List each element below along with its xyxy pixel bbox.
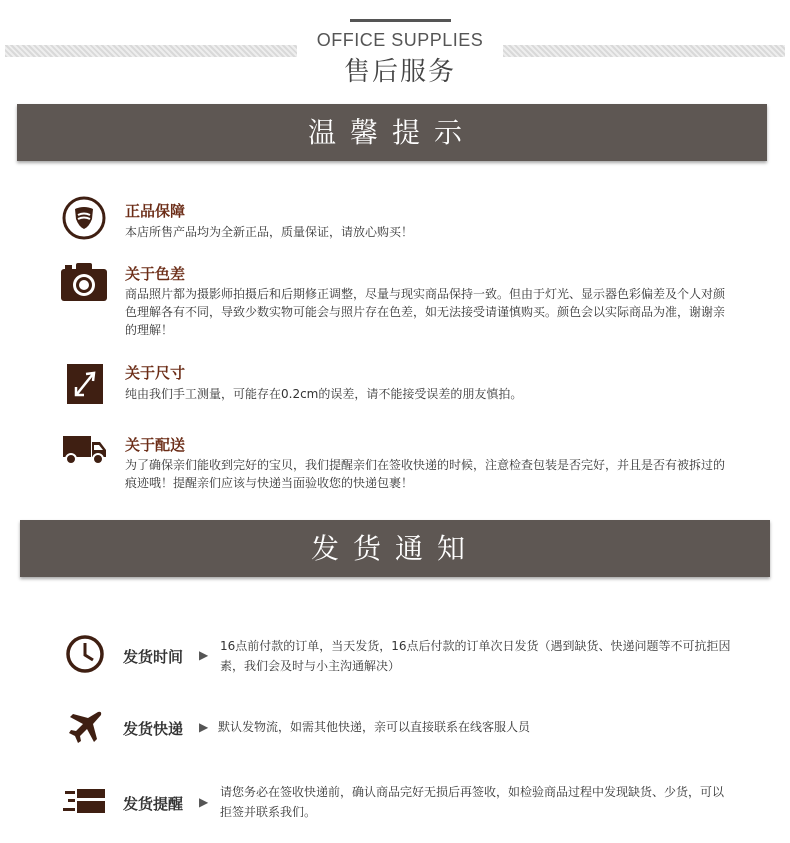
header-pattern-left	[5, 45, 297, 57]
shipping-arrow: ▶	[199, 795, 209, 809]
tip-title: 正品保障	[125, 202, 186, 220]
shipping-arrow: ▶	[199, 648, 209, 662]
resize-icon	[67, 364, 103, 404]
fast-box-icon	[63, 787, 107, 815]
header-pattern-right	[503, 45, 785, 57]
clock-icon	[65, 634, 105, 674]
shipping-banner	[20, 520, 770, 577]
tip-item	[0, 263, 790, 343]
tips-banner	[17, 104, 767, 161]
shipping-item	[0, 782, 790, 828]
tip-title: 关于尺寸	[125, 364, 186, 382]
tip-text: 纯由我们手工测量，可能存在0.2cm的误差，请不能接受误差的朋友慎拍。	[125, 387, 523, 401]
shipping-item	[0, 634, 790, 680]
header-title-en: OFFICE SUPPLIES	[316, 30, 484, 50]
shipping-text: 默认发物流，如需其他快递，亲可以直接联系在线客服人员	[218, 720, 531, 734]
tip-text: 本店所售产品均为全新正品，质量保证，请放心购买！	[125, 225, 414, 239]
shipping-item	[0, 710, 790, 750]
shield-icon	[61, 195, 107, 241]
tip-item	[0, 195, 790, 245]
tip-item	[0, 362, 790, 412]
truck-icon	[63, 434, 107, 466]
airplane-icon	[67, 710, 103, 744]
shipping-label: 发货时间	[123, 648, 184, 666]
tip-item	[0, 434, 790, 494]
tip-title: 关于配送	[125, 436, 186, 454]
tips-banner-title: 温馨提示	[307, 116, 476, 149]
shipping-label: 发货快递	[123, 720, 184, 738]
shipping-text: 16点前付款的订单，当天发货，16点后付款的订单次日发货（遇到缺货、快递问题等不可抗拒因素，我们会及时与小主沟通解决）	[220, 639, 731, 673]
header-top-line	[350, 19, 451, 22]
shipping-label: 发货提醒	[123, 795, 184, 813]
tip-title: 关于色差	[125, 265, 186, 283]
header-title-cn: 售后服务	[343, 57, 456, 87]
shipping-arrow: ▶	[199, 720, 209, 734]
camera-icon	[61, 263, 107, 301]
shipping-banner-title: 发货通知	[310, 532, 479, 565]
tip-text: 商品照片都为摄影师拍摄后和后期修正调整，尽量与现实商品保持一致。但由于灯光、显示器色彩偏差及个人对颜色理解各有不同，导致少数实物可能会与照片存在色差，如无法接受请谨慎购买。颜色会以实际商品为准，谢谢亲的理解！	[125, 287, 726, 337]
tip-text: 为了确保亲们能收到完好的宝贝，我们提醒亲们在签收快递的时候，注意检查包装是否完好，并且是否有被拆过的痕迹哦！提醒亲们应该与快递当面验收您的快递包裹！	[125, 458, 726, 490]
shipping-text: 请您务必在签收快递前，确认商品完好无损后再签收，如检验商品过程中发现缺货、少货，可以拒签并联系我们。	[220, 785, 725, 819]
